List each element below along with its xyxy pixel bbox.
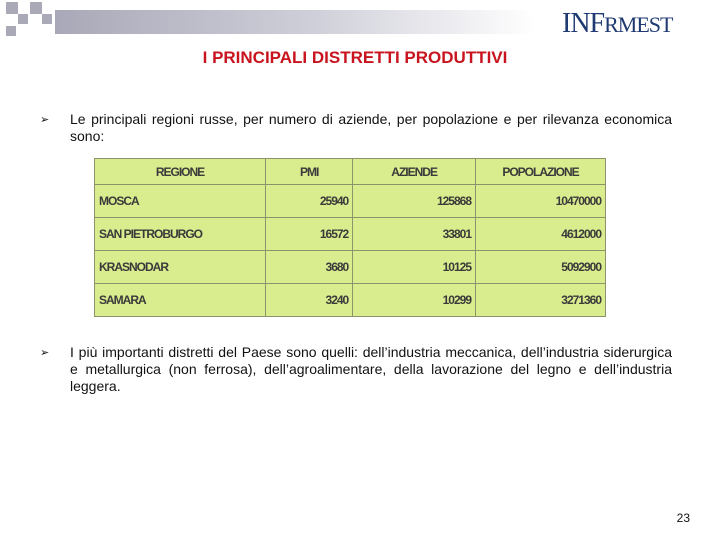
arrow-bullet-icon: ➢ [40, 114, 50, 126]
page-number: 23 [676, 511, 690, 525]
arrow-bullet-icon: ➢ [40, 347, 50, 359]
column-header: POPOLAZIONE [476, 159, 606, 185]
logo-text-rest: RMEST [604, 12, 673, 37]
table-cell: 10299 [353, 284, 476, 317]
table-cell: 3271360 [476, 284, 606, 317]
table-cell: KRASNODAR [95, 251, 266, 284]
table-cell: 16572 [266, 218, 353, 251]
table-cell: 125868 [353, 185, 476, 218]
table-cell: 5092900 [476, 251, 606, 284]
informest-logo [562, 6, 672, 42]
bullet-districts [40, 344, 680, 404]
table-cell: SAMARA [95, 284, 266, 317]
header-band [55, 10, 535, 34]
regions-table [94, 158, 606, 317]
table-row [95, 251, 606, 284]
table-cell: 3240 [266, 284, 353, 317]
column-header: PMI [266, 159, 353, 185]
table-row [95, 218, 606, 251]
table-cell: SAN PIETROBURGO [95, 218, 266, 251]
decorative-checker [0, 0, 60, 40]
table-header-row [95, 159, 606, 185]
table-row [95, 284, 606, 317]
bullet-text: Le principali regioni russe, per numero di aziende, per popolazione e per rilevanza economica sono: [70, 111, 672, 144]
table-cell: 3680 [266, 251, 353, 284]
table-cell: 4612000 [476, 218, 606, 251]
regions-table-container [94, 158, 606, 317]
column-header: AZIENDE [353, 159, 476, 185]
table-cell: 33801 [353, 218, 476, 251]
page-title: I PRINCIPALI DISTRETTI PRODUTTIVI [202, 48, 508, 67]
table-cell: MOSCA [95, 185, 266, 218]
table-row [95, 185, 606, 218]
column-header: REGIONE [95, 159, 266, 185]
bullet-text: I più importanti distretti del Paese sono quelli: dell’industria meccanica, dell’industria siderurgica e metallurgica (non ferrosa), dell’agroalimentare, della lavorazione del legno e dell’industria leggera. [70, 344, 672, 394]
table-cell: 25940 [266, 185, 353, 218]
logo-text-main: INF [562, 8, 605, 39]
bullet-regions [40, 111, 680, 151]
table-cell: 10125 [353, 251, 476, 284]
table-cell: 10470000 [476, 185, 606, 218]
